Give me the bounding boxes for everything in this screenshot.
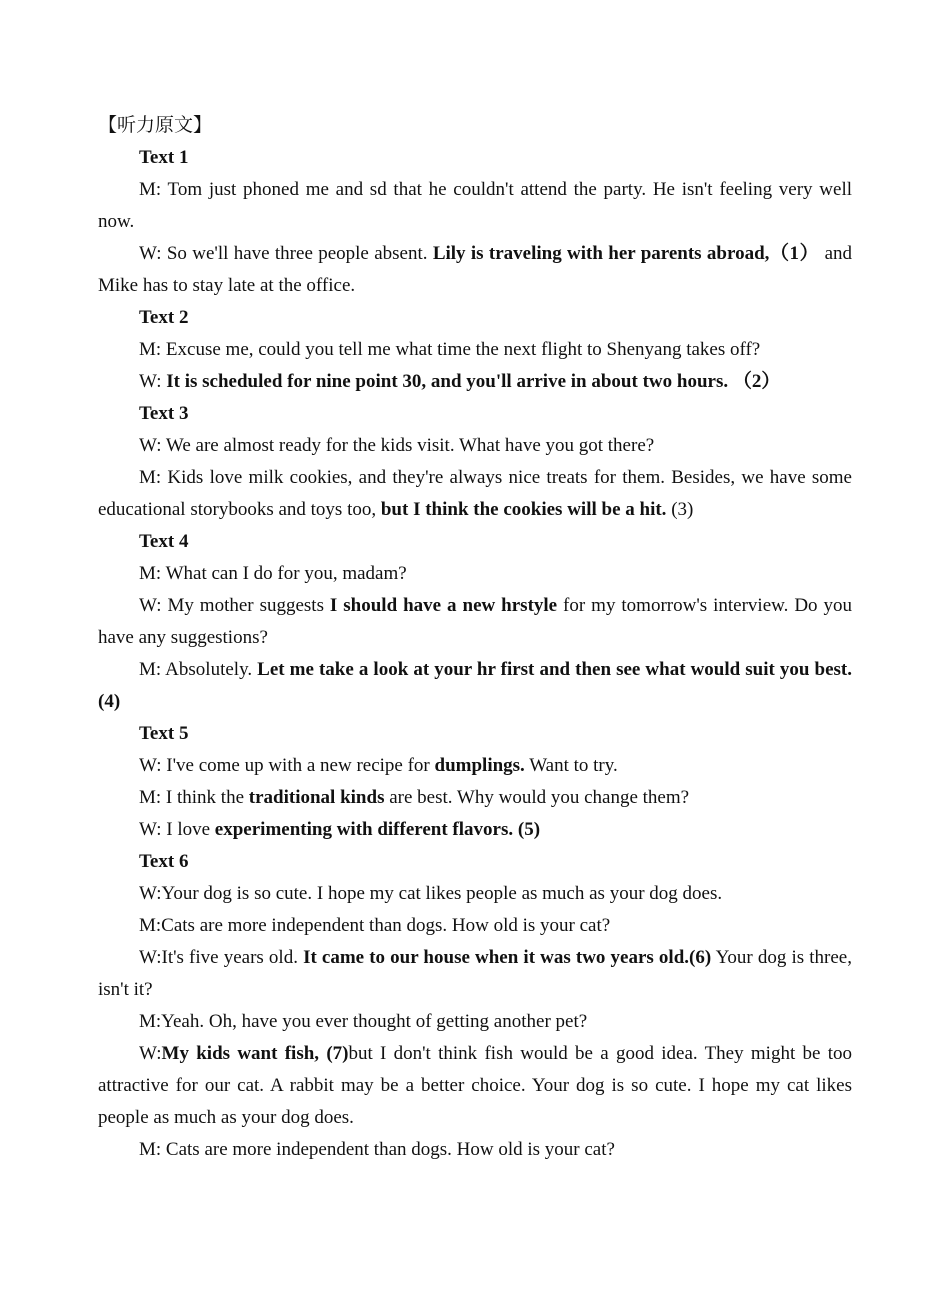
bold-segment: Text 2: [139, 307, 189, 328]
text-heading: [98, 142, 852, 174]
bold-segment: My kids want fish, (7): [161, 1043, 349, 1064]
text-segment: W: We are almost ready for the kids visit. What have you got there?: [139, 435, 655, 456]
bold-segment: Text 4: [139, 531, 189, 552]
bold-segment: It came to our house when it was two years old.(6): [303, 947, 712, 968]
bold-segment: Let me take a look at your hr first and then see what would suit you best. (4): [98, 659, 852, 712]
text-heading: [98, 398, 852, 430]
text-segment: and Mike has to stay late at the office.: [98, 243, 853, 296]
transcript-body: [98, 142, 852, 1166]
text-heading: [98, 718, 852, 750]
text-segment: W:Your dog is so cute. I hope my cat likes people as much as your dog does.: [139, 883, 723, 904]
text-segment: W: My mother suggests: [139, 595, 330, 616]
text-segment: M: I think the: [139, 787, 249, 808]
text-heading: [98, 302, 852, 334]
text-segment: Your dog is three, isn't it?: [98, 947, 852, 1000]
dialogue-paragraph: [98, 750, 852, 782]
text-heading: [98, 526, 852, 558]
text-segment: Want to try.: [524, 755, 618, 776]
dialogue-paragraph: [98, 910, 852, 942]
text-segment: W: I love: [139, 819, 215, 840]
dialogue-paragraph: [98, 366, 852, 398]
text-segment: M:Yeah. Oh, have you ever thought of getting another pet?: [139, 1011, 588, 1032]
bold-segment: dumplings.: [434, 755, 525, 776]
text-segment: M: Kids love milk cookies, and they're always nice treats for them. Besides, we have some educational storybooks and toys too,: [98, 467, 852, 520]
dialogue-paragraph: [98, 334, 852, 366]
dialogue-paragraph: [98, 782, 852, 814]
dialogue-paragraph: [98, 654, 852, 718]
bold-segment: traditional kinds: [248, 787, 385, 808]
bold-segment: Text 5: [139, 723, 189, 744]
dialogue-paragraph: [98, 878, 852, 910]
text-segment: M: Excuse me, could you tell me what time the next flight to Shenyang takes off?: [139, 339, 761, 360]
bold-segment: Text 1: [139, 147, 189, 168]
dialogue-paragraph: [98, 558, 852, 590]
bold-segment: Text 3: [139, 403, 189, 424]
text-segment: M: Tom just phoned me and sd that he couldn't attend the party. He isn't feeling very well now.: [98, 179, 852, 232]
text-segment: M:Cats are more independent than dogs. How old is your cat?: [139, 915, 611, 936]
bold-segment: experimenting with different flavors. (5): [214, 819, 541, 840]
text-segment: W: I've come up with a new recipe for: [139, 755, 435, 776]
bold-segment: but I think the cookies will be a hit.: [380, 499, 667, 520]
text-segment: for my tomorrow's interview. Do you have any suggestions?: [98, 595, 852, 648]
dialogue-paragraph: [98, 1038, 852, 1134]
bold-segment: Text 6: [139, 851, 189, 872]
dialogue-paragraph: [98, 814, 852, 846]
text-segment: are best. Why would you change them?: [384, 787, 690, 808]
text-segment: W:: [139, 1043, 162, 1064]
dialogue-paragraph: [98, 462, 852, 526]
text-segment: M: Cats are more independent than dogs. How old is your cat?: [139, 1139, 615, 1160]
dialogue-paragraph: [98, 238, 852, 302]
text-segment: W: So we'll have three people absent.: [139, 243, 433, 264]
dialogue-paragraph: [98, 430, 852, 462]
bold-segment: I should have a new hrstyle: [329, 595, 558, 616]
bold-segment: （1）: [769, 243, 820, 264]
text-segment: M: What can I do for you, madam?: [139, 563, 407, 584]
text-segment: W:It's five years old.: [139, 947, 304, 968]
dialogue-paragraph: [98, 942, 852, 1006]
text-segment: (3): [666, 499, 694, 520]
dialogue-paragraph: [98, 590, 852, 654]
dialogue-paragraph: [98, 174, 852, 238]
bold-segment: Lily is traveling with her parents abroad,: [432, 243, 770, 264]
dialogue-paragraph: [98, 1134, 852, 1166]
dialogue-paragraph: [98, 1006, 852, 1038]
text-heading: [98, 846, 852, 878]
text-segment: but I don't think fish would be a good idea. They might be too attractive for our cat. A rabbit may be a better choice. Your dog is so cute. I hope my cat likes people as much as your dog does.: [98, 1043, 852, 1128]
bold-segment: It is scheduled for nine point 30, and you'll arrive in about two hours. （2）: [166, 371, 781, 392]
text-segment: M: Absolutely.: [139, 659, 258, 680]
text-segment: W:: [139, 371, 167, 392]
section-title: 【听力原文】: [98, 115, 213, 136]
